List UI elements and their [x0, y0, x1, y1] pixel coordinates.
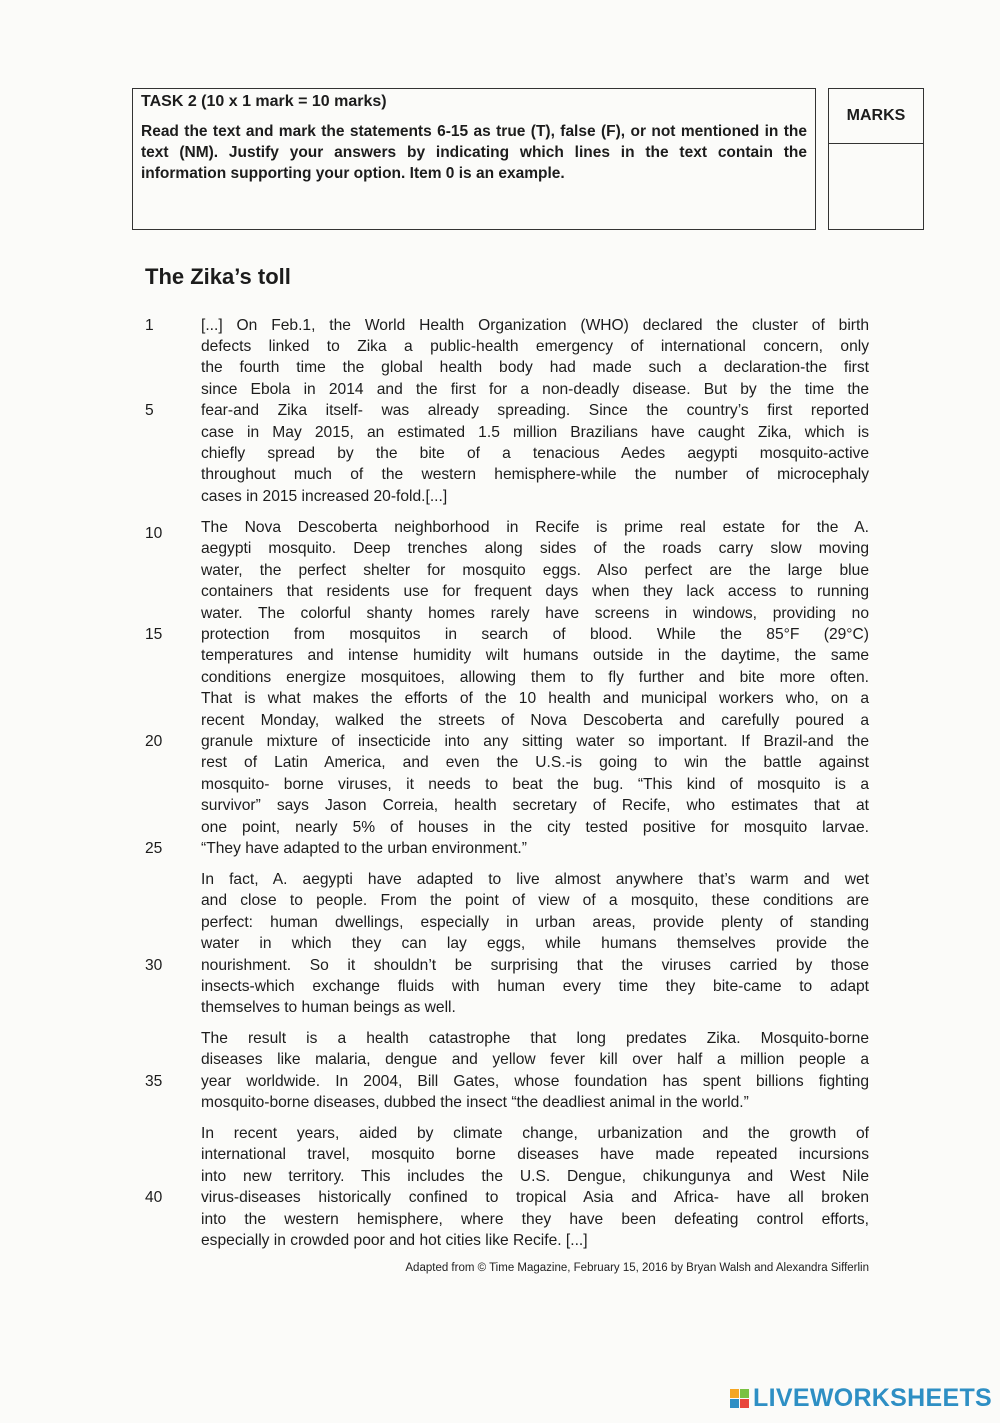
article-line: conditions energize mosquitoes, allowing them to fly further and bite more often.: [201, 668, 869, 686]
line-number: 25: [145, 840, 163, 857]
line-number: 15: [145, 626, 163, 643]
task-instructions-box: [132, 88, 816, 230]
article-line: case in May 2015, an estimated 1.5 million Brazilians have caught Zika, which is: [201, 423, 869, 441]
article-line: nourishment. So it shouldn’t be surprising that the viruses carried by those: [201, 956, 869, 974]
article-line: into the western hemisphere, where they have been defeating control efforts,: [201, 1210, 869, 1228]
article-line: year worldwide. In 2004, Bill Gates, whose foundation has spent billions fighting: [201, 1072, 869, 1090]
article-line: The result is a health catastrophe that long predates Zika. Mosquito-borne: [201, 1030, 869, 1047]
marks-box: [828, 88, 924, 230]
line-number: 1: [145, 316, 154, 334]
article-line: fear-and Zika itself- was already spreading. Since the country’s first reported: [201, 402, 869, 420]
article-line: themselves to human beings as well.: [201, 999, 456, 1017]
line-number: 10: [145, 525, 163, 542]
article-line: defects linked to Zika a public-health emergency of international concern, only: [201, 337, 869, 355]
task-instructions: Read the text and mark the statements 6-15 as true (T), false (F), or not mentioned in the text (NM). Justify your answers by indicating which lines in the text contain the information supporting your option. Item 0 is an example.: [141, 123, 807, 182]
liveworksheets-logo-icon: [730, 1389, 749, 1408]
article-line: cases in 2015 increased 20-fold.[...]: [201, 487, 448, 505]
article-line: and close to people. From the point of view of a mosquito, these conditions are: [201, 892, 869, 910]
line-number: 20: [145, 733, 163, 750]
article-line: water in which they can lay eggs, while humans themselves provide the: [201, 935, 869, 953]
article-line: The Nova Descoberta neighborhood in Recife is prime real estate for the A.: [201, 519, 869, 536]
article-line: water. The colorful shanty homes rarely have screens in windows, providing no: [201, 604, 869, 622]
task-title: TASK 2 (10 x 1 mark = 10 marks): [141, 93, 387, 110]
line-number: 30: [145, 956, 163, 974]
article-line: In recent years, aided by climate change, urbanization and the growth of: [201, 1125, 869, 1142]
line-number: 5: [145, 402, 154, 420]
article-line: containers that residents use for frequent days when they lack access to running: [201, 583, 869, 601]
article-line: one point, nearly 5% of houses in the city tested positive for mosquito larvae.: [201, 818, 869, 836]
line-number: 35: [145, 1072, 163, 1090]
line-number: 40: [145, 1189, 163, 1207]
article-line: international travel, mosquito borne diseases have made repeated incursions: [201, 1146, 869, 1164]
article-line: virus-diseases historically confined to tropical Asia and Africa- have all broken: [201, 1189, 869, 1207]
article-line: chiefly spread by the bite of a tenacious Aedes aegypti mosquito-active: [201, 444, 869, 462]
article-line: protection from mosquitos in search of blood. While the 85°F (29°C): [201, 626, 869, 643]
article-line: into new territory. This includes the U.S. Dengue, chikungunya and West Nile: [201, 1167, 869, 1185]
article-line: mosquito-borne diseases, dubbed the insect “the deadliest animal in the world.”: [201, 1094, 749, 1112]
brand-watermark: [730, 1384, 992, 1413]
article-line: survivor” says Jason Correia, health secretary of Recife, who estimates that at: [201, 797, 869, 815]
article-line: rest of Latin America, and even the U.S.-is going to win the battle against: [201, 754, 869, 772]
article-line: diseases like malaria, dengue and yellow fever kill over half a million people a: [201, 1051, 869, 1069]
source-citation: Adapted from © Time Magazine, February 15, 2016 by Bryan Walsh and Alexandra Sifferlin: [405, 1262, 869, 1274]
marks-entry-area: [829, 144, 923, 228]
article-line: granule mixture of insecticide into any sitting water so important. If Brazil-and the: [201, 733, 869, 750]
article-line: the fourth time the global health body had made such a declaration-the first: [201, 359, 869, 377]
article-line: throughout much of the western hemisphere-while the number of microcephaly: [201, 466, 869, 484]
article-line: insects-which exchange fluids with human every time they bite-came to adapt: [201, 978, 869, 995]
article-line: mosquito- borne viruses, it needs to beat the bug. “This kind of mosquito is a: [201, 775, 869, 793]
article-line: recent Monday, walked the streets of Nova Descoberta and carefully poured a: [201, 711, 869, 729]
article-title: The Zika’s toll: [145, 264, 291, 289]
article-line: [...] On Feb.1, the World Health Organization (WHO) declared the cluster of birth: [201, 316, 869, 334]
article-line: In fact, A. aegypti have adapted to live almost anywhere that’s warm and wet: [201, 871, 869, 888]
article-line: water, the perfect shelter for mosquito eggs. Also perfect are the large blue: [201, 561, 869, 579]
article-line: temperatures and intense humidity wilt humans outside in the daytime, the same: [201, 647, 869, 665]
article-line: “They have adapted to the urban environment.”: [201, 840, 527, 857]
article-line: That is what makes the efforts of the 10 health and municipal workers who, on a: [201, 690, 869, 708]
article-line: perfect: human dwellings, especially in urban areas, provide plenty of standing: [201, 913, 869, 931]
article-line: aegypti mosquito. Deep trenches along sides of the roads carry slow moving: [201, 540, 869, 558]
marks-label: MARKS: [829, 89, 923, 144]
article-line: especially in crowded poor and hot cities like Recife. [...]: [201, 1232, 588, 1249]
brand-name: LIVEWORKSHEETS: [753, 1384, 992, 1412]
article-line: since Ebola in 2014 and the first for a non-deadly disease. But by the time the: [201, 380, 869, 398]
